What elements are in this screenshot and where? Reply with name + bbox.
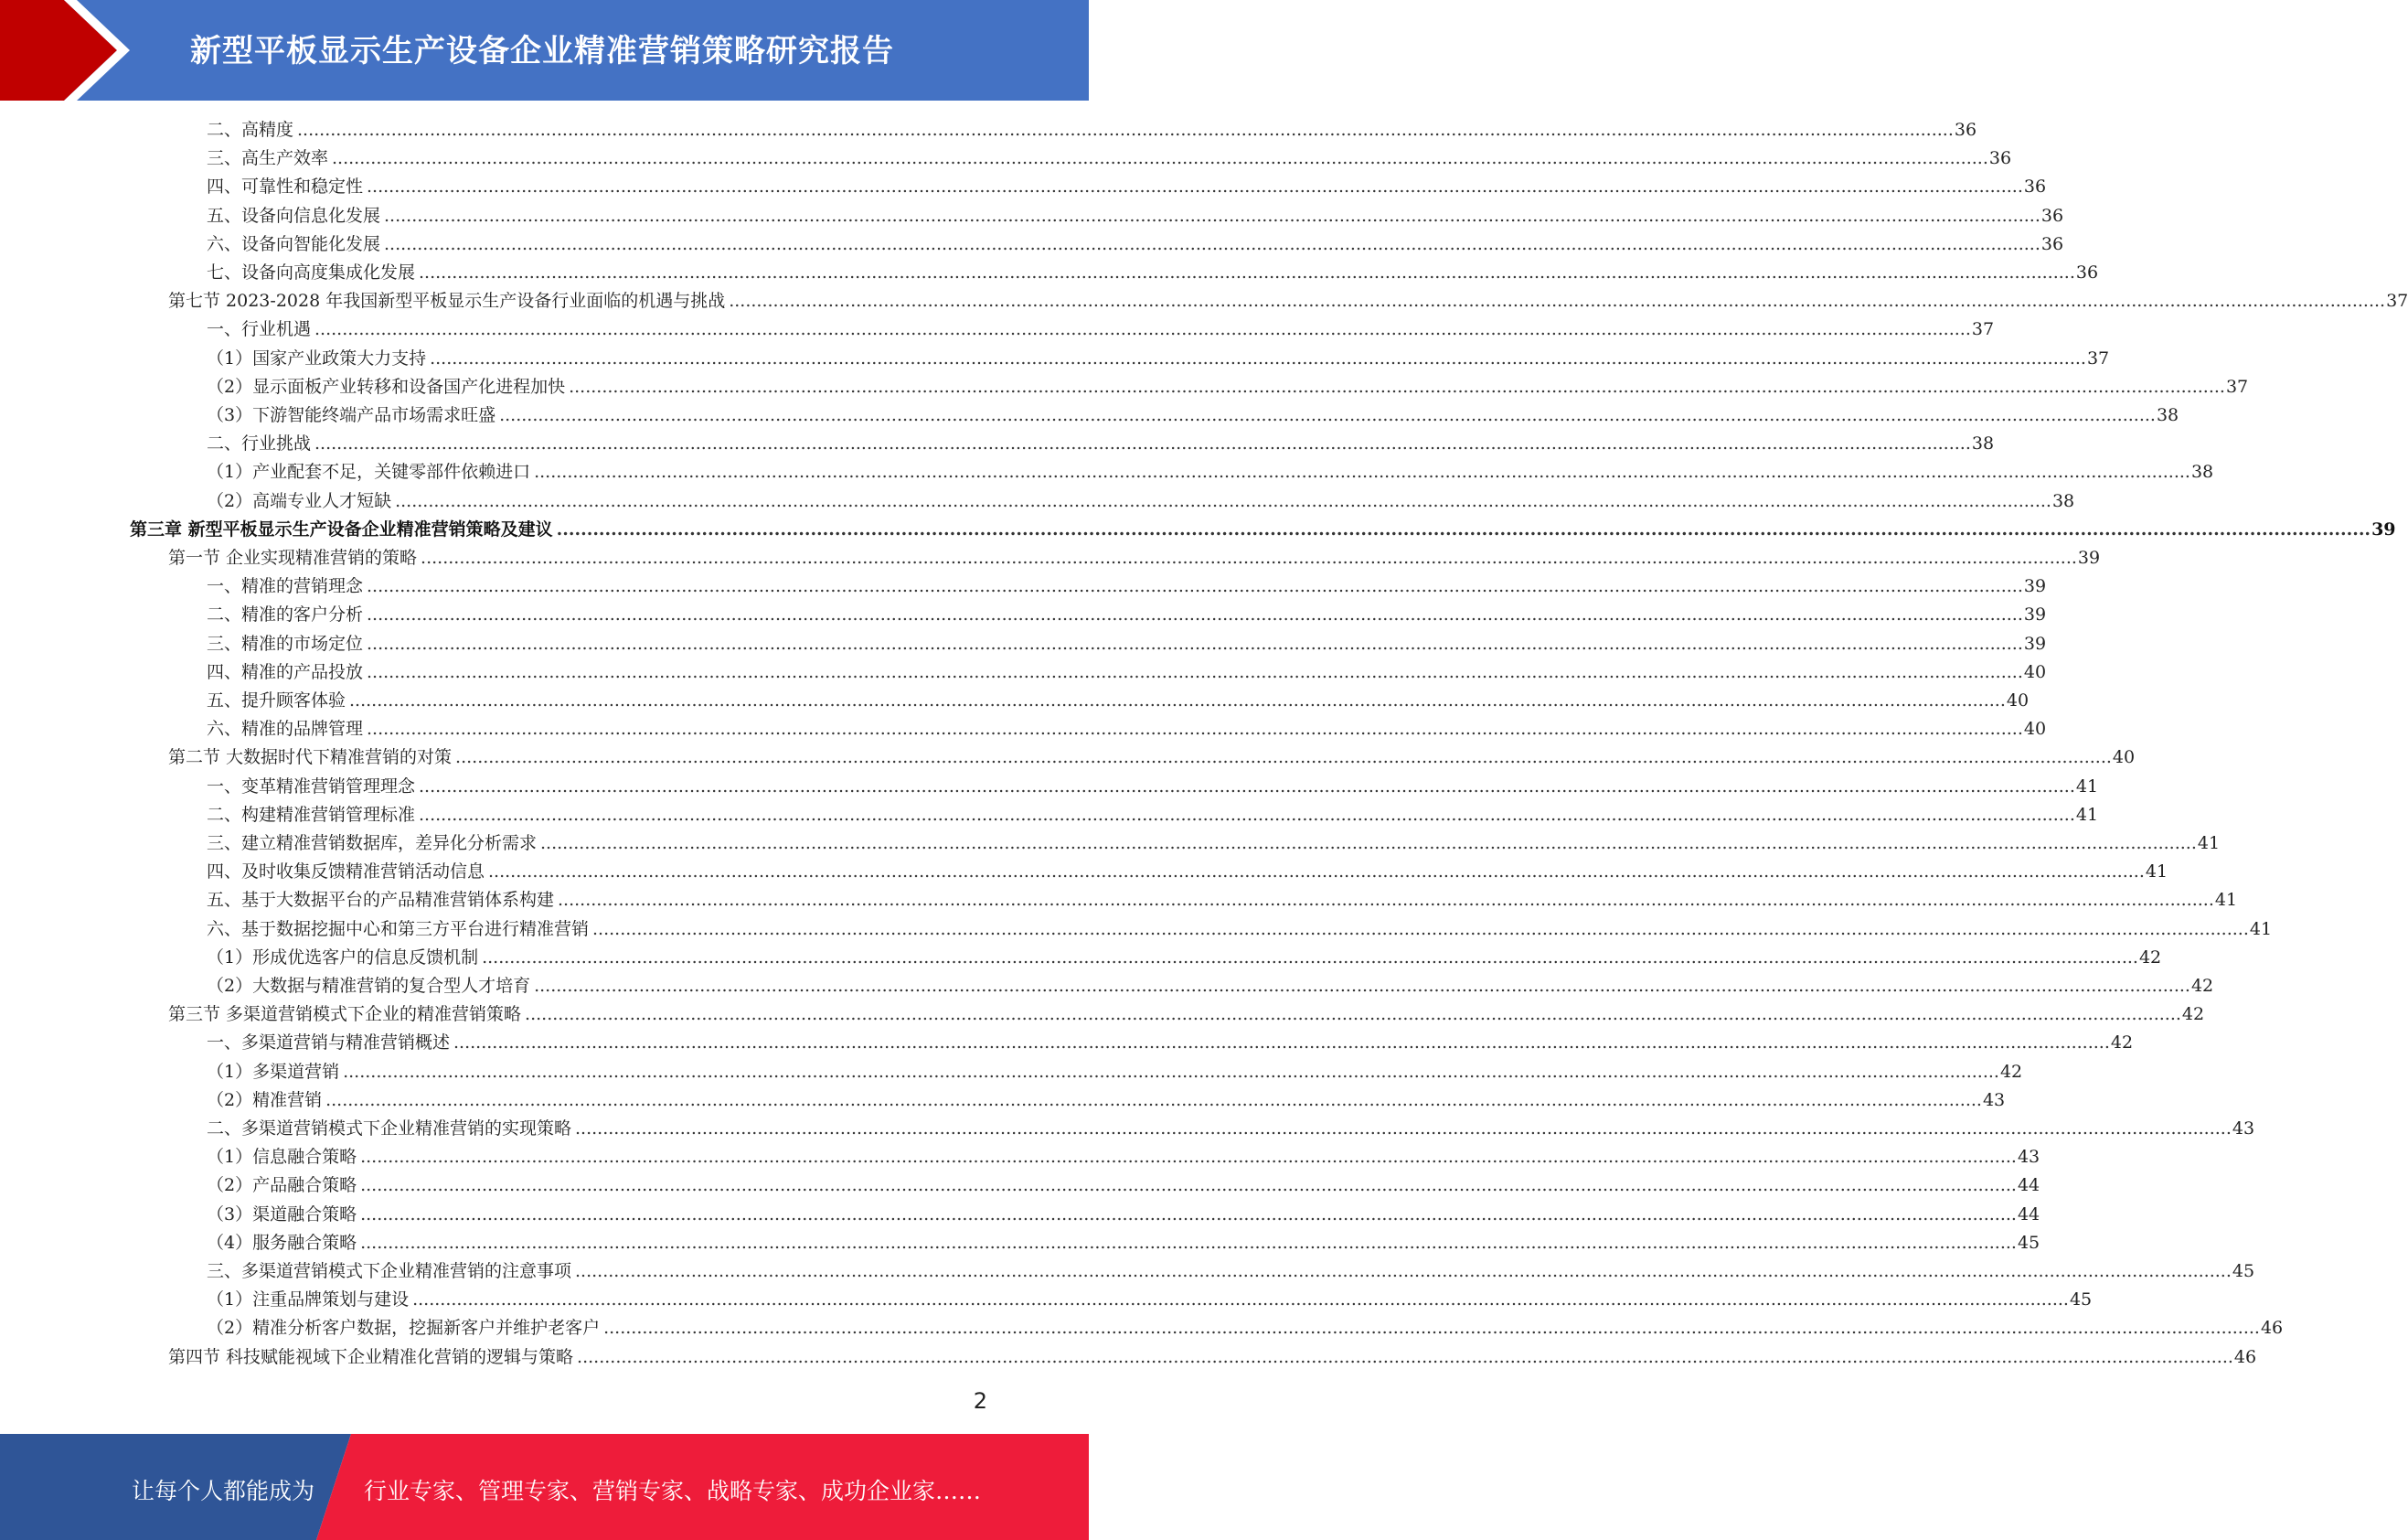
toc-entry-page: 39 xyxy=(2023,633,2047,654)
toc-entry-title: 一、多渠道营销与精准营销概述 xyxy=(207,1032,451,1053)
toc-entry-title: 二、多渠道营销模式下企业精准营销的实现策略 xyxy=(207,1118,572,1139)
toc-entry[interactable] xyxy=(207,144,2012,173)
toc-entry-title: （1）信息融合策略 xyxy=(207,1147,357,1168)
toc-entry[interactable] xyxy=(207,345,2110,373)
toc-entry-title: 第三节 多渠道营销模式下企业的精准营销策略 xyxy=(168,1004,522,1025)
toc-entry-title: （1）多渠道营销 xyxy=(207,1061,340,1082)
toc-entry-page: 42 xyxy=(2181,1004,2205,1025)
toc-entry[interactable] xyxy=(207,373,2249,401)
page-footer xyxy=(0,1434,1089,1540)
toc-leader-dots: ............................................................................................................................................................................................................................................................................................................ xyxy=(349,690,2006,711)
toc-entry[interactable] xyxy=(207,1314,2284,1342)
toc-entry-page: 37 xyxy=(1971,319,1995,340)
toc-leader-dots: ............................................................................................................................................................................................................................................................................................................ xyxy=(360,1203,2017,1225)
toc-entry[interactable] xyxy=(207,829,2221,858)
toc-leader-dots: ............................................................................................................................................................................................................................................................................................................ xyxy=(419,775,2075,797)
toc-entry[interactable] xyxy=(207,1257,2255,1286)
footer-slogan-right: 行业专家、管理专家、营销专家、战略专家、成功企业家…… xyxy=(364,1478,982,1504)
toc-entry-title: 五、设备向信息化发展 xyxy=(207,205,381,226)
toc-entry[interactable] xyxy=(207,601,2047,629)
toc-entry-page: 42 xyxy=(1999,1061,2023,1082)
toc-entry-title: （3）渠道融合策略 xyxy=(207,1203,357,1225)
toc-entry-title: （1）国家产业政策大力支持 xyxy=(207,348,427,369)
toc-entry-title: 五、基于大数据平台的产品精准营销体系构建 xyxy=(207,890,555,911)
toc-entry-title: （1）产业配套不足，关键零部件依赖进口 xyxy=(207,462,531,483)
toc-entry-title: 一、变革精准营销管理理念 xyxy=(207,775,416,797)
toc-entry-page: 36 xyxy=(1988,148,2012,169)
toc-entry[interactable] xyxy=(168,743,2136,772)
toc-entry[interactable] xyxy=(207,1229,2040,1257)
toc-leader-dots: ............................................................................................................................................................................................................................................................................................................ xyxy=(395,490,2051,511)
toc-entry[interactable] xyxy=(207,259,2099,287)
toc-entry[interactable] xyxy=(207,458,2214,487)
toc-leader-dots: ............................................................................................................................................................................................................................................................................................................ xyxy=(577,1346,2233,1367)
toc-leader-dots: ............................................................................................................................................................................................................................................................................................................ xyxy=(534,462,2190,483)
toc-entry-page: 36 xyxy=(2075,262,2099,283)
header-arrow-graphic xyxy=(0,0,146,101)
header-title: 新型平板显示生产设备企业精准营销策略研究报告 xyxy=(190,33,894,70)
toc-entry-title: 三、高生产效率 xyxy=(207,148,329,169)
toc-entry-page: 41 xyxy=(2197,833,2221,853)
toc-entry[interactable] xyxy=(207,572,2047,601)
toc-entry-page: 43 xyxy=(1982,1089,2006,1110)
toc-entry-page: 39 xyxy=(2371,519,2396,540)
footer-slogan-left: 让每个人都能成为 xyxy=(132,1478,315,1504)
toc-entry-title: 三、多渠道营销模式下企业精准营销的注意事项 xyxy=(207,1261,572,1281)
toc-entry-page: 36 xyxy=(2040,233,2064,254)
toc-leader-dots: ............................................................................................................................................................................................................................................................................................................ xyxy=(558,890,2214,911)
toc-entry-title: 二、高精度 xyxy=(207,120,294,140)
toc-entry[interactable] xyxy=(207,430,1995,458)
toc-leader-dots: ............................................................................................................................................................................................................................................................................................................ xyxy=(525,1004,2181,1025)
toc-entry[interactable] xyxy=(168,287,2408,315)
toc-entry-page: 42 xyxy=(2190,976,2214,996)
toc-entry-title: 五、提升顾客体验 xyxy=(207,690,346,711)
toc-entry-page: 38 xyxy=(2190,462,2214,483)
toc-entry-page: 42 xyxy=(2138,946,2162,968)
toc-entry[interactable] xyxy=(207,202,2064,230)
toc-entry-title: （2）高端专业人才短缺 xyxy=(207,490,392,511)
toc-entry[interactable] xyxy=(168,1343,2257,1372)
toc-entry-title: 六、基于数据挖掘中心和第三方平台进行精准营销 xyxy=(207,918,590,939)
toc-entry-title: 四、可靠性和稳定性 xyxy=(207,176,364,198)
toc-entry-title: 二、精准的客户分析 xyxy=(207,604,364,626)
toc-leader-dots: ............................................................................................................................................................................................................................................................................................................ xyxy=(412,1289,2069,1310)
toc-entry-page: 45 xyxy=(2232,1261,2255,1281)
toc-entry[interactable] xyxy=(207,944,2162,972)
toc-entry[interactable] xyxy=(207,173,2047,201)
toc-entry-title: 第三章 新型平板显示生产设备企业精准营销策略及建议 xyxy=(130,519,553,540)
toc-entry-page: 37 xyxy=(2086,348,2110,369)
toc-leader-dots: ............................................................................................................................................................................................................................................................................................................ xyxy=(603,1318,2260,1339)
toc-entry[interactable] xyxy=(130,516,2396,544)
toc-leader-dots: ............................................................................................................................................................................................................................................................................................................ xyxy=(332,148,1988,169)
toc-entry-title: 六、精准的品牌管理 xyxy=(207,719,364,740)
toc-entry[interactable] xyxy=(207,1086,2006,1115)
toc-entry-title: 二、构建精准营销管理标准 xyxy=(207,804,416,825)
toc-entry-page: 36 xyxy=(2040,205,2064,226)
toc-entry-title: 四、精准的产品投放 xyxy=(207,661,364,682)
toc-entry-page: 41 xyxy=(2075,775,2099,797)
toc-entry-title: 三、精准的市场定位 xyxy=(207,633,364,654)
toc-leader-dots: ............................................................................................................................................................................................................................................................................................................ xyxy=(540,833,2197,853)
toc-entry-page: 40 xyxy=(2006,690,2030,711)
toc-entry-page: 38 xyxy=(1971,433,1995,455)
toc-entry[interactable] xyxy=(168,544,2101,572)
toc-entry[interactable] xyxy=(168,1000,2205,1029)
toc-entry-title: 第一节 企业实现精准营销的策略 xyxy=(168,548,418,568)
toc-entry[interactable] xyxy=(207,658,2047,687)
toc-leader-dots: ............................................................................................................................................................................................................................................................................................................ xyxy=(360,1147,2017,1168)
toc-entry-title: 第四节 科技赋能视域下企业精准化营销的逻辑与策略 xyxy=(168,1346,574,1367)
toc-entry-title: （2）精准营销 xyxy=(207,1089,323,1110)
toc-entry-page: 39 xyxy=(2077,548,2101,568)
toc-leader-dots: ............................................................................................................................................................................................................................................................................................................ xyxy=(534,976,2190,996)
toc-leader-dots: ............................................................................................................................................................................................................................................................................................................ xyxy=(360,1175,2017,1196)
toc-leader-dots: ............................................................................................................................................................................................................................................................................................................ xyxy=(384,233,2040,254)
toc-entry-page: 41 xyxy=(2214,890,2238,911)
page-number: 2 xyxy=(973,1388,987,1414)
toc-leader-dots: ............................................................................................................................................................................................................................................................................................................ xyxy=(314,433,1971,455)
toc-entry-page: 44 xyxy=(2017,1203,2040,1225)
toc-leader-dots: ............................................................................................................................................................................................................................................................................................................ xyxy=(455,747,2112,768)
toc-entry[interactable] xyxy=(207,1058,2023,1086)
toc-leader-dots: ............................................................................................................................................................................................................................................................................................................ xyxy=(325,1089,1982,1110)
toc-leader-dots: ............................................................................................................................................................................................................................................................................................................ xyxy=(430,348,2086,369)
toc-entry[interactable] xyxy=(207,715,2047,743)
toc-entry-title: 三、建立精准营销数据库，差异化分析需求 xyxy=(207,833,538,853)
toc-entry-page: 46 xyxy=(2260,1318,2284,1339)
toc-leader-dots: ............................................................................................................................................................................................................................................................................................................ xyxy=(360,1232,2017,1253)
toc-leader-dots: ............................................................................................................................................................................................................................................................................................................ xyxy=(592,918,2249,939)
toc-entry[interactable] xyxy=(207,801,2099,829)
toc-entry[interactable] xyxy=(207,886,2238,914)
toc-entry-title: 二、行业挑战 xyxy=(207,433,312,455)
toc-entry[interactable] xyxy=(207,773,2099,801)
toc-entry-title: 第二节 大数据时代下精准营销的对策 xyxy=(168,747,453,768)
toc-leader-dots: ............................................................................................................................................................................................................................................................................................................ xyxy=(314,319,1971,340)
toc-entry[interactable] xyxy=(207,315,1995,344)
toc-leader-dots: ............................................................................................................................................................................................................................................................................................................ xyxy=(488,861,2145,882)
toc-entry-title: （2）大数据与精准营销的复合型人才培育 xyxy=(207,976,531,996)
toc-entry-page: 41 xyxy=(2145,861,2168,882)
toc-entry[interactable] xyxy=(207,1029,2134,1057)
toc-leader-dots: ............................................................................................................................................................................................................................................................................................................ xyxy=(569,376,2225,397)
toc-entry-title: （1）注重品牌策划与建设 xyxy=(207,1289,410,1310)
toc-leader-dots: ............................................................................................................................................................................................................................................................................................................ xyxy=(384,205,2040,226)
toc-leader-dots: ............................................................................................................................................................................................................................................................................................................ xyxy=(367,176,2023,198)
toc-entry-title: （2）精准分析客户数据，挖掘新客户并维护老客户 xyxy=(207,1318,601,1339)
toc-leader-dots: ............................................................................................................................................................................................................................................................................................................ xyxy=(297,120,1954,140)
toc-entry-page: 43 xyxy=(2232,1118,2255,1139)
toc-entry-page: 45 xyxy=(2069,1289,2093,1310)
toc-entry[interactable] xyxy=(207,1201,2040,1229)
toc-entry-title: 四、及时收集反馈精准营销活动信息 xyxy=(207,861,485,882)
toc-entry-page: 46 xyxy=(2233,1346,2257,1367)
toc-entry[interactable] xyxy=(207,116,1977,144)
toc-entry-page: 45 xyxy=(2017,1232,2040,1253)
toc-entry[interactable] xyxy=(207,1143,2040,1171)
toc-leader-dots: ............................................................................................................................................................................................................................................................................................................ xyxy=(421,548,2077,568)
toc-leader-dots: ............................................................................................................................................................................................................................................................................................................ xyxy=(453,1032,2110,1053)
toc-entry[interactable] xyxy=(207,487,2075,516)
toc-entry-page: 38 xyxy=(2051,490,2075,511)
toc-entry-title: （3）下游智能终端产品市场需求旺盛 xyxy=(207,405,496,425)
toc-entry-title: （2）产品融合策略 xyxy=(207,1175,357,1196)
toc-leader-dots: ............................................................................................................................................................................................................................................................................................................ xyxy=(367,604,2023,626)
toc-entry-title: 一、行业机遇 xyxy=(207,319,312,340)
toc-leader-dots: ............................................................................................................................................................................................................................................................................................................ xyxy=(367,576,2023,597)
toc-entry-page: 37 xyxy=(2225,376,2249,397)
toc-entry-page: 37 xyxy=(2386,291,2408,312)
toc-entry-title: （4）服务融合策略 xyxy=(207,1232,357,1253)
toc-leader-dots: ............................................................................................................................................................................................................................................................................................................ xyxy=(729,291,2386,312)
toc-entry-page: 36 xyxy=(1954,120,1977,140)
toc-entry-title: （1）形成优选客户的信息反馈机制 xyxy=(207,946,479,968)
toc-entry-title: 七、设备向高度集成化发展 xyxy=(207,262,416,283)
toc-entry-page: 40 xyxy=(2023,719,2047,740)
toc-entry-page: 42 xyxy=(2110,1032,2134,1053)
toc-leader-dots: ............................................................................................................................................................................................................................................................................................................ xyxy=(575,1118,2232,1139)
toc-entry-page: 39 xyxy=(2023,604,2047,626)
toc-entry[interactable] xyxy=(207,858,2168,886)
toc-leader-dots: ............................................................................................................................................................................................................................................................................................................ xyxy=(419,804,2075,825)
toc-entry-title: 第七节 2023-2028 年我国新型平板显示生产设备行业面临的机遇与挑战 xyxy=(168,291,726,312)
toc-entry-title: 一、精准的营销理念 xyxy=(207,576,364,597)
toc-entry-page: 38 xyxy=(2156,405,2179,425)
toc-leader-dots: ............................................................................................................................................................................................................................................................................................................ xyxy=(482,946,2138,968)
toc-entry[interactable] xyxy=(207,1115,2255,1143)
toc-leader-dots: ............................................................................................................................................................................................................................................................................................................ xyxy=(499,405,2156,425)
toc-entry[interactable] xyxy=(207,401,2179,430)
toc-entry-title: （2）显示面板产业转移和设备国产化进程加快 xyxy=(207,376,566,397)
toc-entry-title: 六、设备向智能化发展 xyxy=(207,233,381,254)
toc-leader-dots: ............................................................................................................................................................................................................................................................................................................ xyxy=(367,719,2023,740)
toc-entry-page: 36 xyxy=(2023,176,2047,198)
toc-leader-dots: ............................................................................................................................................................................................................................................................................................................ xyxy=(367,661,2023,682)
toc-leader-dots: ............................................................................................................................................................................................................................................................................................................ xyxy=(343,1061,1999,1082)
page-header xyxy=(0,0,1089,101)
toc-entry[interactable] xyxy=(207,1286,2093,1314)
toc-entry[interactable] xyxy=(207,1171,2040,1200)
toc-entry-page: 40 xyxy=(2023,661,2047,682)
toc-entry-page: 44 xyxy=(2017,1175,2040,1196)
toc-leader-dots: ............................................................................................................................................................................................................................................................................................................ xyxy=(575,1261,2232,1281)
toc-leader-dots: ............................................................................................................................................................................................................................................................................................................ xyxy=(419,262,2075,283)
toc-entry-page: 39 xyxy=(2023,576,2047,597)
toc-leader-dots: ............................................................................................................................................................................................................................................................................................................ xyxy=(367,633,2023,654)
toc-entry-page: 41 xyxy=(2249,918,2273,939)
toc-entry[interactable] xyxy=(207,230,2064,259)
toc-entry[interactable] xyxy=(207,630,2047,658)
header-arrow-red xyxy=(0,0,117,101)
toc-entry[interactable] xyxy=(207,972,2214,1000)
toc-leader-dots: ............................................................................................................................................................................................................................................................................................................ xyxy=(556,519,2371,540)
toc-entry-page: 40 xyxy=(2112,747,2136,768)
toc-entry[interactable] xyxy=(207,687,2030,715)
toc-entry-page: 43 xyxy=(2017,1147,2040,1168)
toc-entry-page: 41 xyxy=(2075,804,2099,825)
toc-entry[interactable] xyxy=(207,915,2273,944)
